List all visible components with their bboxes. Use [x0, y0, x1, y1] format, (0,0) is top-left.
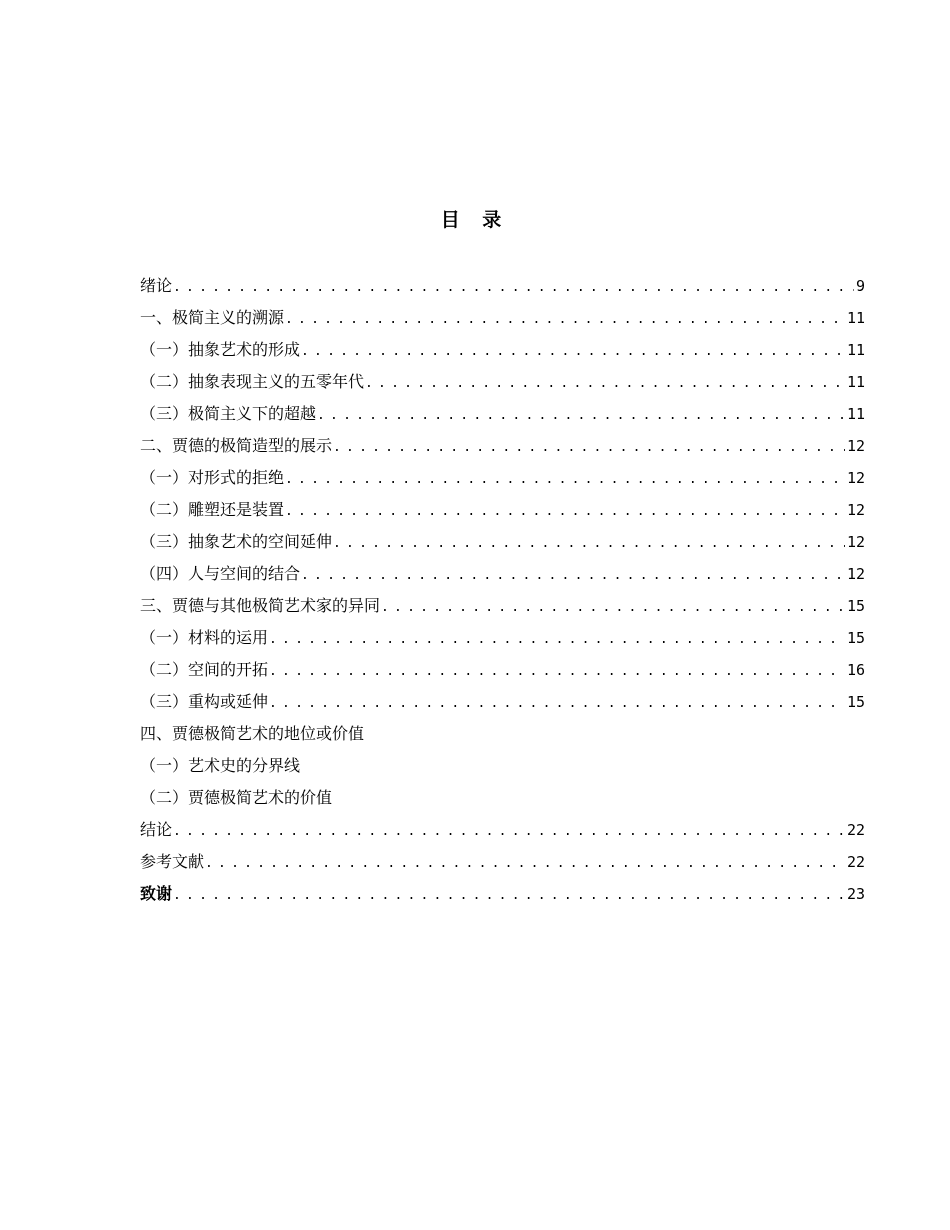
toc-dot-leader — [173, 272, 854, 304]
toc-entry-page-number: 11 — [846, 309, 865, 327]
toc-entry-page-number: 12 — [846, 437, 865, 455]
toc-entry-page-number: 22 — [846, 821, 865, 839]
toc-entry-label: 致谢 — [140, 884, 173, 903]
toc-dot-leader — [285, 496, 845, 528]
toc-dot-leader — [301, 336, 845, 368]
toc-entry-label: （一）艺术史的分界线 — [140, 756, 301, 775]
toc-entry[interactable] — [140, 270, 865, 302]
toc-entry-label: 一、极简主义的溯源 — [140, 308, 285, 327]
toc-dot-leader — [301, 560, 845, 592]
toc-entry[interactable] — [140, 878, 865, 910]
toc-entry-label: （一）对形式的拒绝 — [140, 468, 285, 487]
toc-entry-label: 三、贾德与其他极简艺术家的异同 — [140, 596, 381, 615]
toc-entry-page-number: 15 — [846, 693, 865, 711]
toc-entry[interactable] — [140, 718, 865, 750]
toc-entry-label: （二）抽象表现主义的五零年代 — [140, 372, 365, 391]
toc-entry-label: （三）极简主义下的超越 — [140, 404, 317, 423]
toc-entry[interactable] — [140, 462, 865, 494]
toc-entry-label: （一）材料的运用 — [140, 628, 269, 647]
toc-entry-page-number: 12 — [846, 469, 865, 487]
toc-entry[interactable] — [140, 814, 865, 846]
toc-entry-page-number: 11 — [846, 373, 865, 391]
toc-dot-leader — [333, 432, 845, 464]
toc-dot-leader — [317, 400, 845, 432]
toc-entry[interactable] — [140, 334, 865, 366]
toc-entry[interactable] — [140, 494, 865, 526]
toc-dot-leader — [285, 304, 845, 336]
toc-entry[interactable] — [140, 782, 865, 814]
toc-dot-leader — [285, 464, 845, 496]
toc-entry-label: （三）重构或延伸 — [140, 692, 269, 711]
toc-entry-label: 参考文献 — [140, 852, 205, 871]
toc-entry-page-number: 23 — [846, 885, 865, 903]
toc-entry[interactable] — [140, 590, 865, 622]
toc-dot-leader — [269, 688, 845, 720]
toc-entry-label: 绪论 — [140, 276, 173, 295]
toc-dot-leader — [173, 816, 845, 848]
toc-entry[interactable] — [140, 622, 865, 654]
toc-title: 目 录 — [440, 209, 510, 231]
toc-dot-leader — [333, 528, 845, 560]
toc-dot-leader — [205, 848, 845, 880]
toc-entry-label: 四、贾德极简艺术的地位或价值 — [140, 724, 365, 743]
toc-dot-leader — [173, 880, 845, 912]
toc-entry-page-number: 11 — [846, 405, 865, 423]
toc-entry-label: 二、贾德的极简造型的展示 — [140, 436, 333, 455]
toc-entry[interactable] — [140, 398, 865, 430]
toc-entry[interactable] — [140, 846, 865, 878]
toc-entry-label: （二）雕塑还是装置 — [140, 500, 285, 519]
toc-dot-leader — [365, 368, 845, 400]
toc-entry-label: （二）贾德极简艺术的价值 — [140, 788, 333, 807]
toc-entry[interactable] — [140, 526, 865, 558]
toc-entry-label: （四）人与空间的结合 — [140, 564, 301, 583]
toc-entry[interactable] — [140, 366, 865, 398]
toc-entry-label: 结论 — [140, 820, 173, 839]
toc-entry[interactable] — [140, 654, 865, 686]
toc-entry-page-number: 15 — [846, 629, 865, 647]
toc-entry-label: （二）空间的开拓 — [140, 660, 269, 679]
toc-entry-page-number: 22 — [846, 853, 865, 871]
toc-entry-page-number: 12 — [846, 501, 865, 519]
toc-entry-page-number: 11 — [846, 341, 865, 359]
toc-list — [140, 270, 865, 910]
toc-entry-page-number: 15 — [846, 597, 865, 615]
toc-entry-page-number: 12 — [846, 533, 865, 551]
toc-entry-page-number: 16 — [846, 661, 865, 679]
toc-entry[interactable] — [140, 302, 865, 334]
toc-entry[interactable] — [140, 430, 865, 462]
toc-entry[interactable] — [140, 750, 865, 782]
toc-entry-page-number: 9 — [855, 277, 865, 295]
toc-entry-label: （三）抽象艺术的空间延伸 — [140, 532, 333, 551]
toc-entry-page-number: 12 — [846, 565, 865, 583]
toc-dot-leader — [269, 656, 845, 688]
toc-entry[interactable] — [140, 686, 865, 718]
toc-entry-label: （一）抽象艺术的形成 — [140, 340, 301, 359]
toc-dot-leader — [269, 624, 845, 656]
toc-dot-leader — [381, 592, 845, 624]
toc-entry[interactable] — [140, 558, 865, 590]
